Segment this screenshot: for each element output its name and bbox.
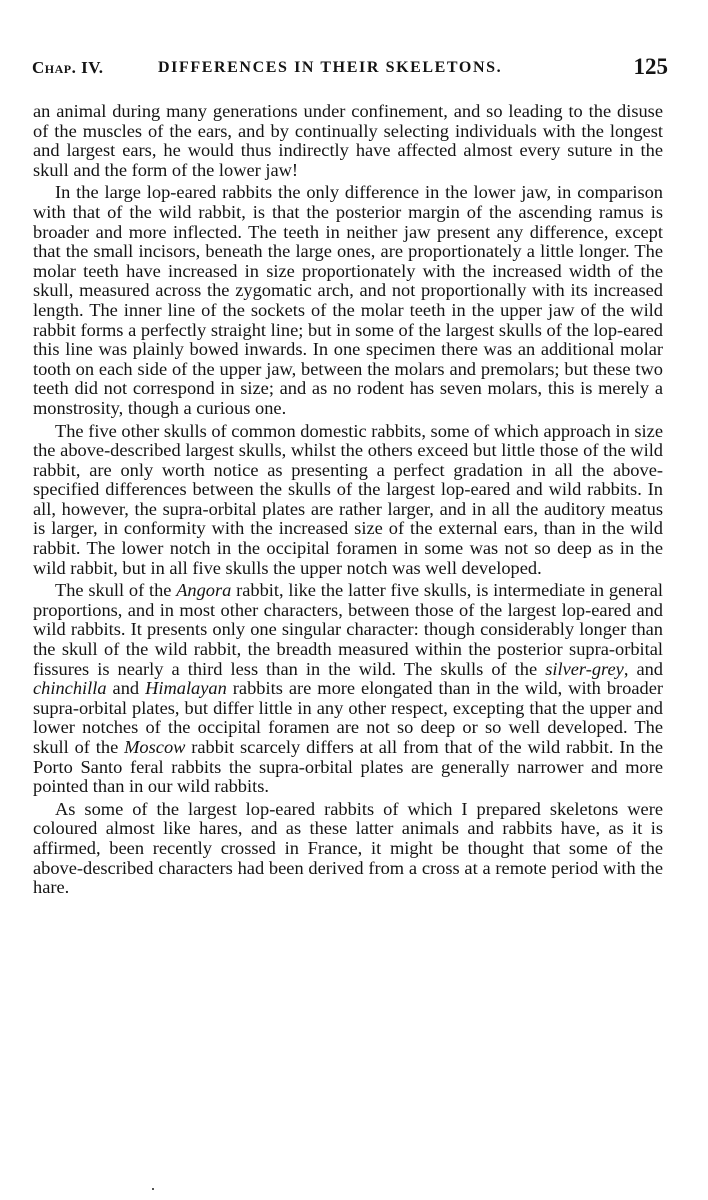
italic-term: chinchilla xyxy=(33,678,107,699)
paragraph-text: rabbits are more elongated than in the wild, with broader supra-orbital plates, but differ little in any other respect, excepting that the upper and lower notches of the occipital foramen are not so deep or so well developed. The skull of the xyxy=(33,678,664,757)
italic-term: Himalayan xyxy=(145,678,227,699)
italic-term: Moscow xyxy=(124,737,186,757)
paragraph xyxy=(33,800,663,898)
paragraph-text: The five other skulls of common domestic rabbits, some of which approach in size the above-described largest skulls, whilst the others exceed but little those of the wild rabbit, are only worth notice as presenting a perfect gradation in all the above-specified differences between the skulls of the largest lop-eared and wild rabbits. In all, however, the supra-orbital plates are rather larger, and in all the auditory meatus is larger, in conformity with the increased size of the external ears, than in the wild rabbit. The lower notch in the occipital foramen in some was not so deep as in the wild rabbit, but in all five skulls the upper notch was well developed. xyxy=(33,420,663,578)
paragraph xyxy=(33,581,663,797)
paragraph-text: an animal during many generations under confinement, and so leading to the disuse of the muscles of the ears, and by continually selecting individuals with the longest and largest ears, he would thus indirectly have affected almost every suture in the skull and the form of the lower jaw! xyxy=(33,101,663,180)
paragraph-text: and xyxy=(106,678,146,699)
running-title: DIFFERENCES IN THEIR SKELETONS. xyxy=(158,59,503,76)
paragraph-text: In the large lop-eared rabbits the only difference in the lower jaw, in comparison with that of the wild rabbit, is that the posterior margin of the ascending ramus is broader and more inflected. The teeth in neither jaw present any difference, except that the small incisors, beneath the large ones, are proportionately a little longer. The molar teeth have increased in size proportionately with the increased width of the skull, measured across the zygomatic arch, and not proportionally with its increased length. The inner line of the sockets of the molar teeth in the upper jaw of the wild rabbit forms a perfectly straight line; but in some of the largest skulls of the lop-eared this line was plainly bowed inwards. In one specimen there was an additional molar tooth on each side of the upper jaw, between the molars and premolars; but these two teeth did not correspond in size; and as no rodent has seven molars, this is merely a monstrosity, though a curious one. xyxy=(33,182,663,418)
running-head xyxy=(32,54,668,84)
paragraph-text: , and xyxy=(623,658,664,679)
body-text xyxy=(33,102,663,898)
chapter-label: Chap. IV. xyxy=(32,58,104,77)
page-number: 125 xyxy=(633,54,668,79)
paragraph xyxy=(33,102,663,180)
paragraph-text: rabbit, like the latter five skulls, is intermediate in general proportions, and in most other characters, between those of the largest lop-eared and wild rabbits. It presents only one singular character: though considerably longer than the skull of the wild rabbit, the breadth measured within the posterior supra-orbital fissures is nearly a third less than in the wild. The skulls of the xyxy=(33,580,663,679)
paragraph xyxy=(33,183,663,418)
paragraph-text: The skull of the xyxy=(55,580,177,601)
italic-term: silver-grey xyxy=(545,658,624,679)
italic-term: Angora xyxy=(176,580,232,601)
paragraph-text: rabbit scarcely differs at all from that of the wild rabbit. In the Porto Santo feral rabbits the supra-orbital plates are generally narrower and more pointed than in our wild rabbits. xyxy=(33,737,663,797)
paragraph-text: As some of the largest lop-eared rabbits of which I prepared skeletons were coloured almost like hares, and as these latter animals and rabbits have, as it is affirmed, been recently crossed in France, it might be thought that some of the above-described characters had been derived from a cross at a remote period with the hare. xyxy=(33,798,663,898)
print-speck xyxy=(152,1188,154,1190)
paragraph xyxy=(33,422,663,579)
